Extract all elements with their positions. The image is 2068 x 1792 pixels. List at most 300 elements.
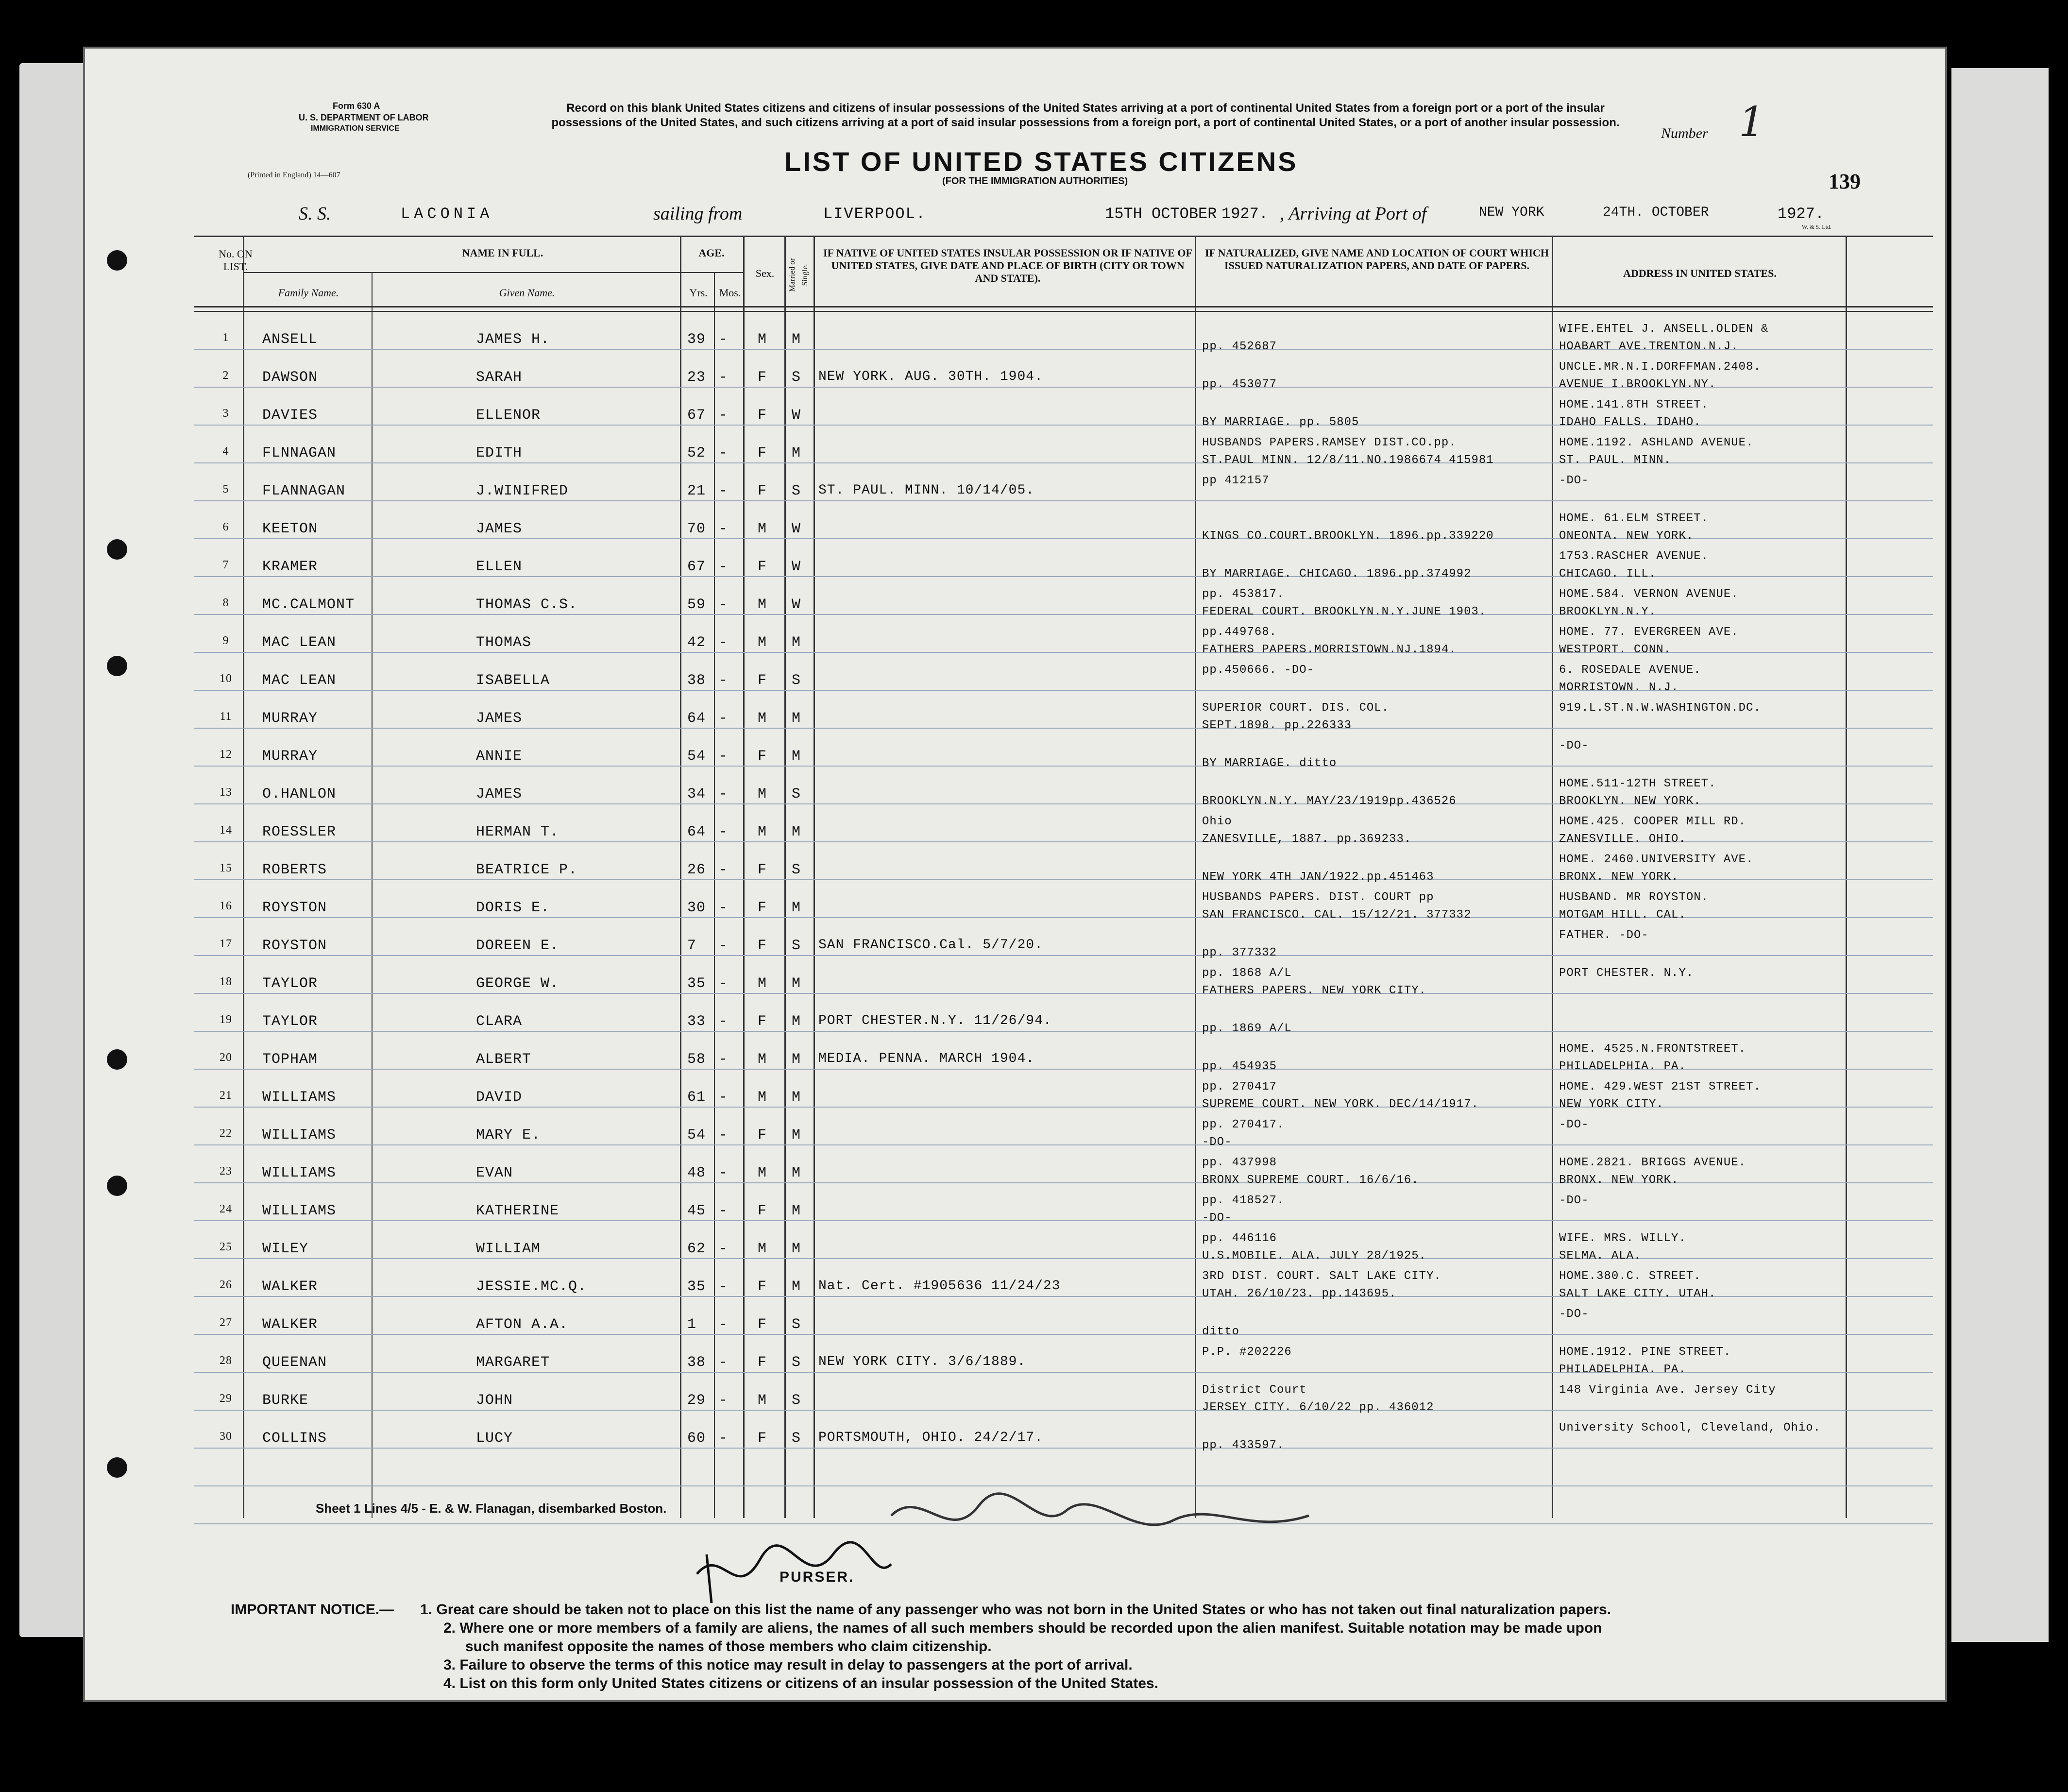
family-name: QUEENAN	[262, 1354, 327, 1371]
punch-hole	[107, 1457, 127, 1478]
header-birth: IF NATIVE OF UNITED STATES INSULAR POSSESSION OR IF NATIVE OF UNITED STATES, GIVE DATE AND PLACE OF BIRTH (CITY OR TOWN AND STATE).	[823, 247, 1192, 284]
age-years: 29	[687, 1392, 706, 1409]
row-rule	[194, 955, 1933, 956]
marital-status: M	[792, 824, 801, 840]
given-name: GEORGE W.	[476, 975, 559, 992]
address-line-1: -DO-	[1559, 474, 1589, 487]
marital-status: M	[792, 975, 801, 992]
naturalization-line-2: FEDERAL COURT. BROOKLYN.N.Y.JUNE 1903.	[1202, 605, 1487, 618]
given-name: ELLENOR	[476, 407, 541, 424]
row-number: 13	[220, 786, 232, 799]
sailing-year: 1927.	[1221, 205, 1269, 223]
age-years: 48	[687, 1165, 706, 1181]
age-years: 67	[687, 407, 706, 424]
address-line-2: MOTGAM HILL. CAL.	[1559, 908, 1686, 922]
family-name: WILLIAMS	[262, 1127, 337, 1143]
given-name: JAMES	[476, 521, 523, 537]
naturalization-line-2: JERSEY CITY. 6/10/22 pp. 436012	[1202, 1401, 1434, 1414]
naturalization-line-1: pp. 418527.	[1202, 1194, 1285, 1207]
naturalization-line-2: SAN FRANCISCO. CAL. 15/12/21. 377332	[1202, 908, 1472, 922]
number-value: 1	[1739, 98, 1765, 146]
header-sex: Sex.	[755, 267, 775, 279]
age-years: 45	[687, 1203, 706, 1219]
row-number: 11	[220, 710, 232, 723]
age-months: -	[719, 975, 729, 992]
naturalization-line-1: pp. 437998	[1202, 1156, 1277, 1169]
row-number: 25	[220, 1241, 232, 1253]
sex: F	[758, 1354, 767, 1371]
address-line-2: MORRISTOWN. N.J.	[1559, 681, 1679, 694]
form-number: Form 630 A	[333, 101, 380, 111]
row-number: 22	[220, 1127, 232, 1140]
row-rule	[194, 1220, 1933, 1221]
family-name: COLLINS	[262, 1430, 327, 1447]
row-number: 17	[220, 938, 232, 950]
sailing-label: sailing from	[653, 204, 743, 224]
address-line-2: BRONX. NEW YORK.	[1559, 1174, 1679, 1187]
officer-signature	[881, 1477, 1319, 1564]
sex: F	[758, 445, 767, 461]
address-line-2: ONEONTA. NEW YORK.	[1559, 529, 1694, 543]
ship-name: LACONIA	[401, 205, 493, 223]
age-years: 38	[687, 672, 706, 689]
naturalization-line-2: UTAH. 26/10/23. pp.143695.	[1202, 1287, 1397, 1300]
family-name: KEETON	[262, 521, 318, 537]
row-rule	[194, 766, 1933, 767]
sex: F	[758, 1279, 767, 1295]
age-months: -	[719, 1241, 729, 1257]
family-name: TAYLOR	[262, 975, 318, 992]
birth-info: NEW YORK CITY. 3/6/1889.	[818, 1354, 1026, 1369]
naturalization-line-2: pp. 433597.	[1202, 1439, 1285, 1452]
naturalization-line-2: FATHERS PAPERS. NEW YORK CITY.	[1202, 984, 1427, 997]
sex: M	[758, 1392, 767, 1409]
marital-status: W	[792, 407, 801, 424]
row-number: 12	[220, 748, 232, 761]
header-name-in-full: NAME IN FULL.	[462, 247, 543, 259]
age-months: -	[719, 786, 729, 802]
naturalization-line-2: -DO-	[1202, 1136, 1232, 1149]
service: IMMIGRATION SERVICE	[311, 124, 400, 133]
page-number: 139	[1829, 170, 1861, 193]
family-name: ROYSTON	[262, 938, 327, 954]
given-name: MARY E.	[476, 1127, 541, 1143]
row-number: 18	[220, 975, 232, 988]
birth-info: SAN FRANCISCO.Cal. 5/7/20.	[818, 938, 1043, 953]
row-rule	[194, 576, 1933, 577]
age-months: -	[719, 824, 729, 840]
sex: M	[758, 521, 767, 537]
punch-hole	[107, 250, 127, 271]
sex: M	[758, 975, 767, 992]
given-name: HERMAN T.	[476, 824, 559, 840]
row-rule	[194, 993, 1933, 994]
address-line-1: -DO-	[1559, 1194, 1589, 1207]
page-subtitle: (FOR THE IMMIGRATION AUTHORITIES)	[942, 176, 1128, 187]
given-name: EDITH	[476, 445, 523, 461]
notice-4: 4. List on this form only United States citizens or citizens of an insular possession of the United States.	[443, 1675, 1158, 1691]
header-given: Given Name.	[499, 287, 555, 299]
address-line-1: FATHER. -DO-	[1559, 929, 1649, 942]
address-line-1: HOME. 77. EVERGREEN AVE.	[1559, 626, 1739, 639]
row-number: 27	[220, 1316, 232, 1329]
address-line-1: HOME.1912. PINE STREET.	[1559, 1346, 1731, 1359]
age-years: 54	[687, 748, 706, 765]
naturalization-line-1: 3RD DIST. COURT. SALT LAKE CITY.	[1202, 1270, 1441, 1283]
address-line-1: University School, Cleveland, Ohio.	[1559, 1421, 1821, 1434]
family-name: FLNNAGAN	[262, 445, 337, 461]
header-age: AGE.	[698, 247, 725, 259]
marital-status: S	[792, 786, 801, 802]
address-line-2: AVENUE I.BROOKLYN.NY.	[1559, 378, 1716, 391]
address-line-1: HOME.1192. ASHLAND AVENUE.	[1559, 436, 1754, 449]
age-months: -	[719, 1316, 729, 1333]
given-name: LUCY	[476, 1430, 513, 1447]
marital-status: S	[792, 1354, 801, 1371]
printer-mark: W. & S. Ltd.	[1802, 223, 1831, 230]
marital-status: M	[792, 1127, 801, 1143]
given-name: WILLIAM	[476, 1241, 541, 1257]
family-name: O.HANLON	[262, 786, 337, 802]
family-name: ROESSLER	[262, 824, 337, 840]
naturalization-line-2: ditto	[1202, 1325, 1240, 1338]
given-name: JAMES	[476, 786, 523, 802]
sex: F	[758, 672, 767, 689]
marital-status: S	[792, 862, 801, 878]
arriving-label: , Arriving at Port of	[1280, 204, 1427, 224]
age-months: -	[719, 407, 729, 424]
age-years: 59	[687, 597, 706, 613]
sex: F	[758, 1127, 767, 1143]
given-name: ANNIE	[476, 748, 523, 765]
given-name: ALBERT	[476, 1051, 532, 1068]
given-name: DAVID	[476, 1089, 523, 1106]
address-line-1: PORT CHESTER. N.Y.	[1559, 967, 1694, 980]
address-line-2: WESTPORT. CONN.	[1559, 643, 1672, 656]
age-months: -	[719, 862, 729, 878]
header-family: Family Name.	[278, 287, 339, 299]
row-number: 10	[220, 672, 232, 685]
family-name: MAC LEAN	[262, 672, 337, 689]
row-rule	[194, 1334, 1933, 1335]
address-line-1: 148 Virginia Ave. Jersey City	[1559, 1383, 1776, 1397]
arrival-port: NEW YORK	[1479, 205, 1544, 220]
naturalization-line-2: SEPT.1898. pp.226333	[1202, 719, 1352, 732]
age-years: 7	[687, 938, 697, 954]
age-years: 34	[687, 786, 706, 802]
family-name: MC.CALMONT	[262, 597, 355, 613]
family-name: WALKER	[262, 1279, 318, 1295]
marital-status: M	[792, 1165, 801, 1181]
marital-status: W	[792, 597, 801, 613]
family-name: DAVIES	[262, 407, 318, 424]
sex: F	[758, 938, 767, 954]
age-months: -	[719, 710, 729, 727]
marital-status: W	[792, 521, 801, 537]
age-years: 30	[687, 900, 706, 916]
naturalization-line-1: pp.449768.	[1202, 626, 1277, 639]
record-instructions: Record on this blank United States citizens and citizens of insular possessions of the United States arriving at a port of continental United States from a foreign port or a port of the insular possessions of the United States, and such citizens arriving at a port of said insular possessions from a foreign port, a port of continental United States, or a port of another insular possession.	[551, 102, 1620, 129]
header-married: Married or Single.	[788, 258, 809, 292]
naturalization-line-2: NEW YORK 4TH JAN/1922.pp.451463	[1202, 870, 1434, 884]
naturalization-line-1: pp.450666. -DO-	[1202, 664, 1315, 677]
address-line-2: PHILADELPHIA. PA.	[1559, 1060, 1686, 1073]
age-years: 38	[687, 1354, 706, 1371]
age-months: -	[719, 445, 729, 461]
marital-status: W	[792, 559, 801, 575]
address-line-1: 1753.RASCHER AVENUE.	[1559, 550, 1709, 563]
sex: F	[758, 369, 767, 386]
sex: F	[758, 1430, 767, 1447]
age-years: 42	[687, 634, 706, 651]
row-rule	[194, 652, 1933, 653]
naturalization-line-1: SUPERIOR COURT. DIS. COL.	[1202, 701, 1390, 715]
given-name: KATHERINE	[476, 1203, 559, 1219]
row-number: 19	[220, 1013, 232, 1026]
age-months: -	[719, 1013, 729, 1030]
marital-status: M	[792, 900, 801, 916]
sex: F	[758, 862, 767, 878]
naturalization-line-1: pp. 270417.	[1202, 1118, 1285, 1131]
address-line-1: HOME. 2460.UNIVERSITY AVE.	[1559, 853, 1754, 866]
punch-hole	[107, 1176, 127, 1196]
marital-status: S	[792, 1316, 801, 1333]
sex: F	[758, 559, 767, 575]
naturalization-line-1: HUSBANDS PAPERS.RAMSEY DIST.CO.pp.	[1202, 436, 1457, 449]
address-line-2: SALT LAKE CITY. UTAH.	[1559, 1287, 1716, 1300]
row-number: 16	[220, 900, 232, 912]
row-number: 20	[220, 1051, 232, 1064]
adjacent-page-strip	[1951, 68, 2049, 1642]
marital-status: S	[792, 672, 801, 689]
given-name: BEATRICE P.	[476, 862, 578, 878]
family-name: WILLIAMS	[262, 1203, 337, 1219]
sailing-date: 15TH OCTOBER	[1105, 205, 1217, 223]
marital-status: S	[792, 938, 801, 954]
naturalization-line-2: pp. 453077	[1202, 378, 1277, 391]
age-months: -	[719, 521, 729, 537]
naturalization-line-2: -DO-	[1202, 1212, 1232, 1225]
age-years: 58	[687, 1051, 706, 1068]
family-name: ANSELL	[262, 331, 318, 348]
marital-status: S	[792, 369, 801, 386]
address-line-1: WIFE.EHTEL J. ANSELL.OLDEN &	[1559, 323, 1769, 336]
row-rule	[194, 728, 1933, 729]
sex: M	[758, 1051, 767, 1068]
row-number: 6	[222, 521, 229, 533]
age-months: -	[719, 1354, 729, 1371]
address-line-1: HOME.511-12TH STREET.	[1559, 777, 1716, 790]
naturalization-line-1: P.P. #202226	[1202, 1346, 1292, 1359]
header-address: ADDRESS IN UNITED STATES.	[1623, 267, 1777, 279]
row-number: 24	[220, 1203, 232, 1215]
family-name: TAYLOR	[262, 1013, 318, 1030]
row-number: 30	[220, 1430, 232, 1443]
sex: M	[758, 1241, 767, 1257]
age-months: -	[719, 938, 729, 954]
sex: M	[758, 786, 767, 802]
row-number: 2	[222, 369, 229, 382]
address-line-2: PHILADELPHIA. PA.	[1559, 1363, 1686, 1376]
page-title: LIST OF UNITED STATES CITIZENS	[784, 146, 1298, 177]
address-line-2: BROOKLYN. NEW YORK.	[1559, 795, 1701, 808]
given-name: J.WINIFRED	[476, 483, 569, 499]
header-naturalized: IF NATURALIZED, GIVE NAME AND LOCATION OF COURT WHICH ISSUED NATURALIZATION PAPERS, AND DATE OF PAPERS.	[1205, 247, 1549, 272]
age-years: 70	[687, 521, 706, 537]
age-months: -	[719, 597, 729, 613]
marital-status: M	[792, 331, 801, 348]
row-rule	[194, 1144, 1933, 1145]
birth-info: PORT CHESTER.N.Y. 11/26/94.	[818, 1013, 1052, 1028]
naturalization-line-2: BY MARRIAGE. ditto	[1202, 757, 1337, 770]
address-line-2: NEW YORK CITY.	[1559, 1098, 1664, 1111]
marital-status: M	[792, 748, 801, 765]
birth-info: MEDIA. PENNA. MARCH 1904.	[818, 1051, 1035, 1066]
age-months: -	[719, 559, 729, 575]
row-rule	[194, 1410, 1933, 1411]
sex: M	[758, 634, 767, 651]
naturalization-line-1: pp. 453817.	[1202, 588, 1285, 601]
naturalization-line-2: pp. 377332	[1202, 946, 1277, 959]
address-line-1: HOME.141.8TH STREET.	[1559, 398, 1709, 411]
row-number: 26	[220, 1279, 232, 1291]
birth-info: PORTSMOUTH, OHIO. 24/2/17.	[818, 1430, 1043, 1445]
given-name: EVAN	[476, 1165, 513, 1181]
age-years: 52	[687, 445, 706, 461]
marital-status: S	[792, 1392, 801, 1409]
header-no: No. ON LIST.	[219, 248, 253, 273]
row-number: 14	[220, 824, 232, 836]
age-months: -	[719, 1279, 729, 1295]
address-line-1: HUSBAND. MR ROYSTON.	[1559, 891, 1709, 904]
address-line-1: -DO-	[1559, 739, 1589, 752]
given-name: AFTON A.A.	[476, 1316, 569, 1333]
naturalization-line-2: BRONX SUPREME COURT. 16/6/16.	[1202, 1174, 1419, 1187]
given-name: DOREEN E.	[476, 938, 559, 954]
naturalization-line-1: pp. 1868 A/L	[1202, 967, 1292, 980]
row-number: 1	[222, 331, 229, 344]
age-years: 33	[687, 1013, 706, 1030]
naturalization-line-2: pp. 452687	[1202, 340, 1277, 353]
age-months: -	[719, 634, 729, 651]
address-line-1: HOME.584. VERNON AVENUE.	[1559, 588, 1739, 601]
ss-label: S. S.	[299, 204, 331, 224]
row-number: 8	[222, 597, 229, 609]
naturalization-line-2: BY MARRIAGE. CHICAGO. 1896.pp.374992	[1202, 567, 1472, 580]
given-name: CLARA	[476, 1013, 523, 1030]
family-name: WILEY	[262, 1241, 309, 1257]
row-rule	[194, 614, 1933, 615]
naturalization-line-2: ZANESVILLE, 1887. pp.369233.	[1202, 833, 1412, 846]
age-months: -	[719, 369, 729, 386]
marital-status: S	[792, 483, 801, 499]
family-name: FLANNAGAN	[262, 483, 346, 499]
sex: F	[758, 1013, 767, 1030]
sex: F	[758, 900, 767, 916]
family-name: ROYSTON	[262, 900, 327, 916]
age-years: 54	[687, 1127, 706, 1143]
age-months: -	[719, 483, 729, 499]
given-name: JAMES	[476, 710, 523, 727]
notice-2: 2. Where one or more members of a family are aliens, the names of all such members should be recorded upon the alien manifest. Suitable notation may be made upon	[443, 1620, 1602, 1636]
birth-info: Nat. Cert. #1905636 11/24/23	[818, 1279, 1061, 1294]
address-line-1: HOME.425. COOPER MILL RD.	[1559, 815, 1746, 828]
row-rule	[194, 1448, 1933, 1449]
given-name: ISABELLA	[476, 672, 550, 689]
given-name: DORIS E.	[476, 900, 550, 916]
address-line-1: WIFE. MRS. WILLY.	[1559, 1232, 1686, 1245]
sex: M	[758, 1089, 767, 1106]
marital-status: M	[792, 1203, 801, 1219]
family-name: ROBERTS	[262, 862, 327, 878]
row-rule	[194, 1107, 1933, 1108]
family-name: DAWSON	[262, 369, 318, 386]
manifest-page	[85, 49, 1945, 1700]
age-months: -	[719, 1089, 729, 1106]
marital-status: M	[792, 1089, 801, 1106]
header-yrs: Yrs.	[689, 287, 708, 299]
age-years: 39	[687, 331, 706, 348]
department: U. S. DEPARTMENT OF LABOR	[299, 113, 429, 122]
family-name: MURRAY	[262, 710, 318, 727]
age-months: -	[719, 900, 729, 916]
sheet-note: Sheet 1 Lines 4/5 - E. & W. Flanagan, disembarked Boston.	[316, 1501, 667, 1516]
naturalization-line-2: SUPREME COURT. NEW YORK. DEC/14/1917.	[1202, 1098, 1479, 1111]
age-months: -	[719, 331, 729, 348]
given-name: JOHN	[476, 1392, 513, 1409]
family-name: BURKE	[262, 1392, 309, 1409]
age-months: -	[719, 1392, 729, 1409]
address-line-1: HOME. 61.ELM STREET.	[1559, 512, 1709, 525]
sex: F	[758, 407, 767, 424]
naturalization-line-1: pp. 270417	[1202, 1080, 1277, 1093]
row-number: 7	[222, 559, 229, 571]
age-years: 67	[687, 559, 706, 575]
age-months: -	[719, 1430, 729, 1447]
sex: M	[758, 710, 767, 727]
naturalization-line-1: District Court	[1202, 1383, 1307, 1397]
age-years: 1	[687, 1316, 697, 1333]
given-name: SARAH	[476, 369, 523, 386]
sex: F	[758, 1203, 767, 1219]
family-name: WALKER	[262, 1316, 318, 1333]
birth-info: ST. PAUL. MINN. 10/14/05.	[818, 483, 1035, 498]
row-number: 4	[222, 445, 229, 458]
row-number: 28	[220, 1354, 232, 1367]
address-line-1: HOME. 429.WEST 21ST STREET.	[1559, 1080, 1761, 1093]
family-name: TOPHAM	[262, 1051, 318, 1068]
row-number: 29	[220, 1392, 232, 1405]
address-line-1: 919.L.ST.N.W.WASHINGTON.DC.	[1559, 701, 1761, 715]
age-years: 26	[687, 862, 706, 878]
naturalization-line-2: FATHERS PAPERS.MORRISTOWN.NJ.1894.	[1202, 643, 1457, 656]
printed-note: (Printed in England) 14—607	[248, 171, 340, 179]
sex: M	[758, 331, 767, 348]
naturalization-line-1: pp. 446116	[1202, 1232, 1277, 1245]
family-name: KRAMER	[262, 559, 318, 575]
sex: M	[758, 1165, 767, 1181]
row-number: 5	[222, 483, 229, 495]
row-number: 21	[220, 1089, 232, 1102]
marital-status: M	[792, 1241, 801, 1257]
departure-port: LIVERPOOL.	[823, 205, 927, 223]
given-name: ELLEN	[476, 559, 523, 575]
sex: M	[758, 597, 767, 613]
address-line-1: -DO-	[1559, 1118, 1589, 1131]
row-rule	[194, 1258, 1933, 1259]
purser-label: PURSER.	[780, 1569, 855, 1585]
sex: F	[758, 748, 767, 765]
